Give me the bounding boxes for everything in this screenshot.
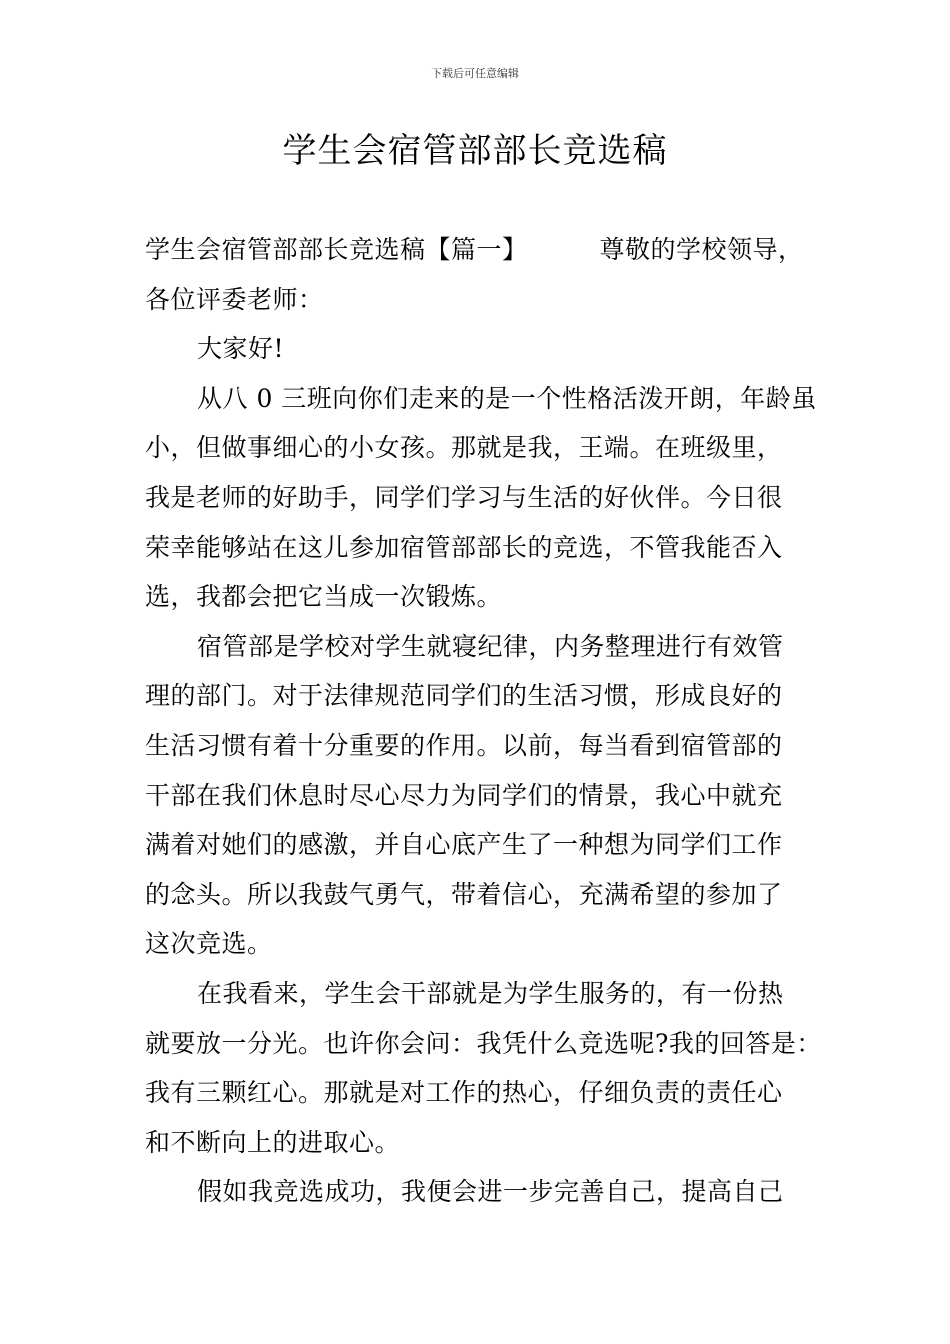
paragraph-line: 选，我都会把它当成一次锻炼。 — [145, 582, 503, 612]
salutation: 尊敬的学校领导， — [599, 235, 804, 264]
paragraph-line: 宿管部是学校对学生就寝纪律，内务整理进行有效管 — [197, 631, 784, 661]
document-body — [145, 225, 822, 1217]
paragraph-line: 就要放一分光。也许你会问：我凭什么竞选呢?我的回答是： — [145, 1028, 822, 1058]
paragraph-line: 的念头。所以我鼓气勇气，带着信心，充满希望的参加了 — [145, 879, 783, 909]
paragraph-line: 我有三颗红心。那就是对工作的热心，仔细负责的责任心 — [145, 1078, 783, 1108]
page-header-note: 下载后可任意编辑 — [431, 67, 519, 80]
paragraph-line: 我是老师的好助手，同学们学习与生活的好伙伴。今日很 — [145, 482, 783, 512]
paragraph-line: 满着对她们的感激，并自心底产生了一种想为同学们工作 — [145, 830, 783, 860]
document-title: 学生会宿管部部长竞选稿 — [282, 131, 668, 171]
paragraph-line: 生活习惯有着十分重要的作用。以前，每当看到宿管部的 — [145, 730, 783, 760]
paragraph-line: 小，但做事细心的小女孩。那就是我，王端。在班级里， — [145, 433, 783, 463]
greeting: 大家好! — [197, 334, 285, 364]
paragraph-line: 在我看来，学生会干部就是为学生服务的，有一份热 — [197, 978, 784, 1008]
text-line: 各位评委老师： — [145, 284, 324, 314]
paragraph-line: 理的部门。对于法律规范同学们的生活习惯，形成良好的 — [145, 681, 783, 711]
paragraph-line: 假如我竞选成功，我便会进一步完善自己，提高自己 — [197, 1177, 784, 1207]
text-line — [145, 225, 809, 275]
paragraph-line: 荣幸能够站在这儿参加宿管部部长的竞选，不管我能否入 — [145, 532, 783, 562]
paragraph-line: 和不断向上的进取心。 — [145, 1127, 401, 1157]
paragraph-line: 干部在我们休息时尽心尽力为同学们的情景，我心中就充 — [145, 780, 783, 810]
paragraph-line: 这次竞选。 — [145, 929, 273, 959]
section-heading: 学生会宿管部部长竞选稿【篇一】 — [145, 235, 528, 264]
paragraph-line: 从八 0 三班向你们走来的是一个性格活泼开朗，年龄虽 — [197, 383, 817, 413]
